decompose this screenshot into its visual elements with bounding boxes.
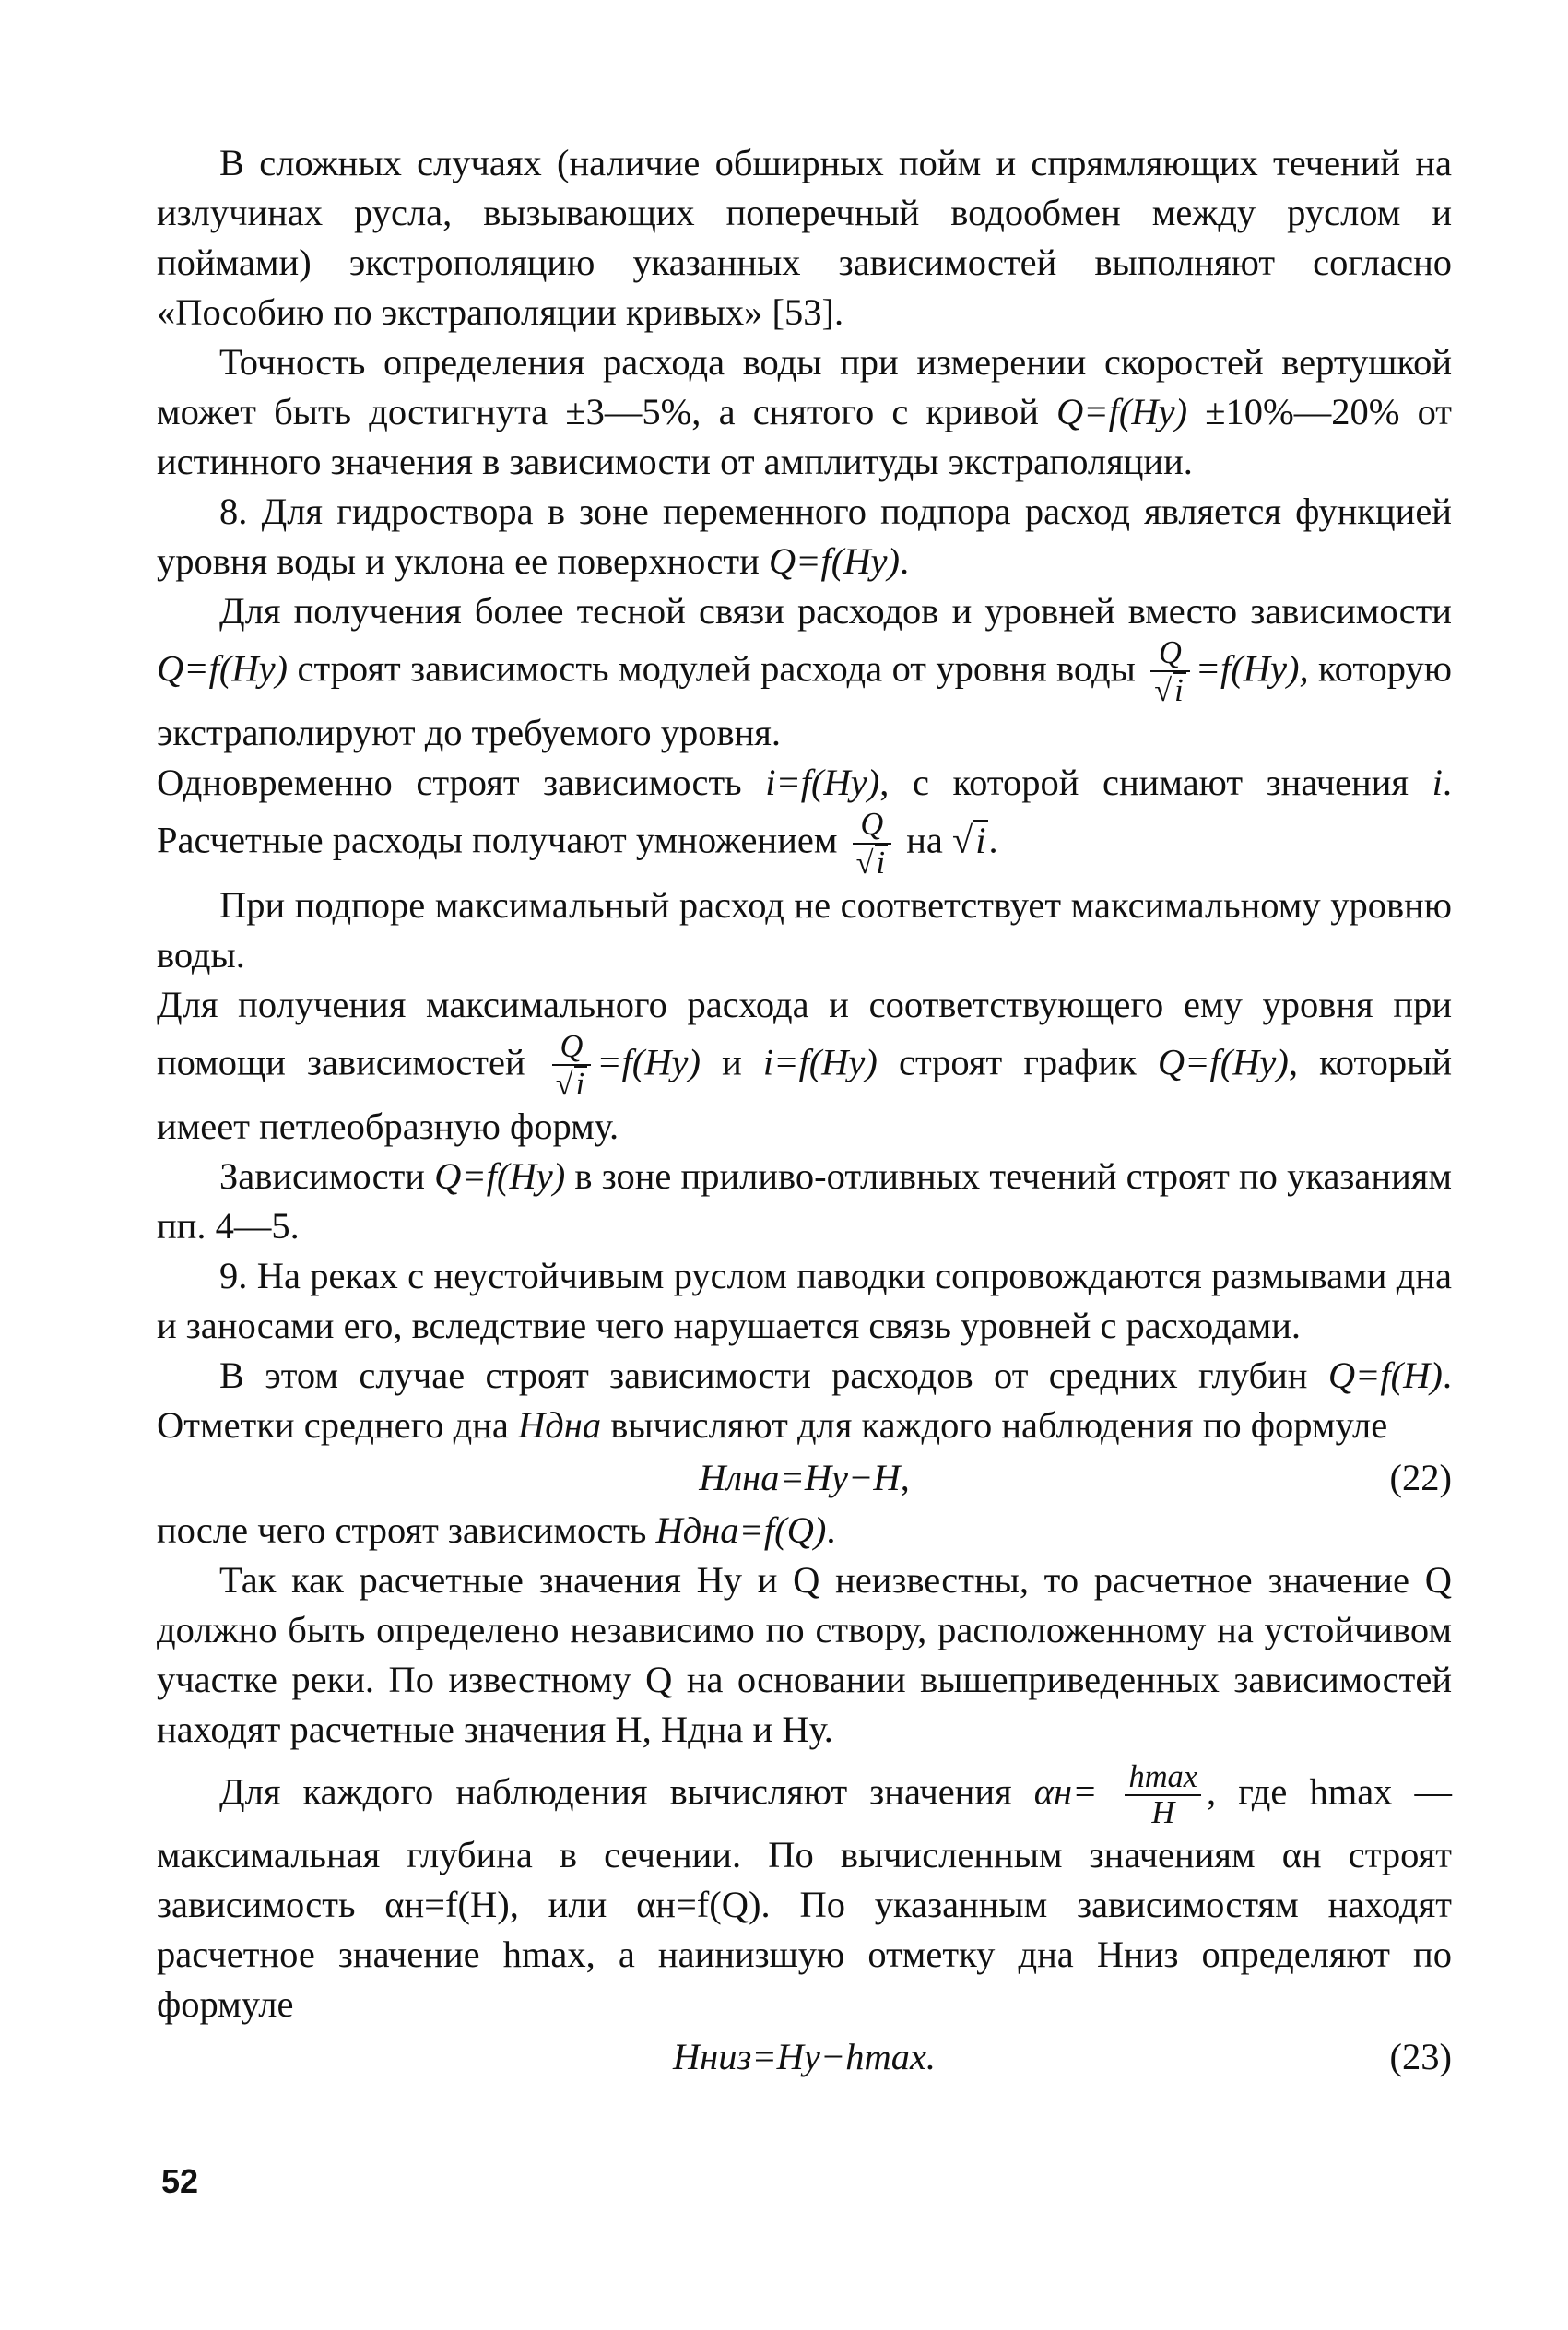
paragraph-backwater: При подпоре максимальный расход не соответствует максимальному уровню воды. [157, 883, 1452, 976]
tidal-text-b: в зоне приливо-отливных течений строят по указаниям пп. 4—5. [157, 1155, 1453, 1248]
item8-formula: Q=f(Hу) [768, 540, 900, 582]
modulus-text-a: Для получения более тесной связи расходов и уровней вместо зависимости [219, 590, 1452, 632]
paragraph-discharge-modulus [157, 586, 1452, 758]
sqrt-radicand: i [875, 845, 889, 880]
after22-text-a: после чего строят зависимость [157, 1509, 656, 1552]
accuracy-text-b: ±10%—20% от истинного значения в зависимости от амплитуды экстраполяции. [157, 391, 1452, 482]
paragraph-design-values: Так как расчетные значения Hу и Q неизвестны, то расчетное значение Q должно быть определено независимо по створу, расположенному на устойчивом участке реки. По известному Q на основании вышеприведенных зависимостей находят расчетные значения H, Hдна и Hу. [157, 1559, 1452, 1751]
slope-text-c: . Расчетные расходы получают умножением [157, 762, 1452, 861]
item8-text-a: 8. Для гидроствора в зоне переменного подпора расход является функцией уровня воды и уклона ее поверхности [157, 491, 1452, 582]
paragraph-after-eq22 [157, 1506, 1452, 1555]
modulus-text-b: строят зависимость модулей расхода от уровня воды [288, 647, 1136, 690]
slope-text-a: Одновременно строят зависимость [157, 762, 766, 804]
paragraph-slope-dependence: Одновременно строят зависимость i=f(Hу), с которой снимают значения i. Расчетные расходы получают умножением $\frac{Q}{√i}$ на √i. [157, 762, 1452, 881]
paragraph-item-8 [157, 487, 1452, 586]
sqrt-radicand: i [574, 1066, 588, 1101]
max-text-a: Для получения максимального расхода и соответствующего ему уровня при помощи зависимостей [157, 983, 1452, 1083]
equation-22-formula: Hлна=Hу−H, [699, 1457, 910, 1499]
depth-text-b: . Отметки среднего дна [157, 1354, 1452, 1447]
page-number: 52 [161, 2162, 199, 2200]
paragraph-tidal [157, 1152, 1452, 1251]
depth-text-c: вычисляют для каждого наблюдения по формуле [601, 1404, 1388, 1447]
after22-formula: Hдна=f(Q) [655, 1509, 827, 1552]
max-and: и [700, 1041, 763, 1083]
slope-text-d: на [897, 819, 952, 861]
body-text [157, 138, 1452, 2085]
equation-23 [157, 2029, 1452, 2085]
tidal-formula: Q=f(Hу) [434, 1155, 566, 1198]
fraction-denominator: √i [552, 1066, 591, 1102]
max-text-b: строят график [877, 1041, 1158, 1083]
slope-text-b: , с которой снимают значения [879, 762, 1432, 804]
item8-text-b: . [899, 540, 910, 582]
fraction-denominator: H [1151, 1795, 1175, 1831]
max-fraction [552, 1030, 591, 1102]
accuracy-formula: Q=f(Hу) [1056, 391, 1188, 432]
accuracy-text-a: Точность определения расхода воды при измерении скоростей вертушкой может быть достигнута ±3—5%, а снятого с кривой [157, 341, 1452, 432]
max-text-c: , который имеет петлеобразную форму. [157, 1041, 1453, 1148]
equation-22 [157, 1450, 1452, 1506]
paragraph-accuracy [157, 337, 1452, 487]
depth-formula: Q=f(H) [1327, 1354, 1443, 1397]
paragraph-mean-depth [157, 1351, 1452, 1450]
alpha-lhs: αн= [1033, 1770, 1098, 1813]
depth-text-a: В этом случае строят зависимости расходов от средних глубин [219, 1354, 1328, 1397]
modulus-formula: Q=f(Hу) [157, 647, 289, 690]
modulus-text-c: которую экстраполируют до требуемого уровня. [157, 647, 1453, 754]
alpha-text-b: , где hmax — максимальная глубина в сечении. По вычисленным значениям αн строят зависимость αн=f(H), или αн=f(Q). По указанным зависимостям находят расчетное значение hmax, а наинизшую отметку дна Hниз определяют по формуле [157, 1770, 1453, 2026]
slope-sqrt: i [973, 820, 988, 861]
slope-formula: i=f(Hу) [765, 762, 880, 804]
max-formula3: Q=f(Hу) [1157, 1041, 1289, 1083]
sqrt-radicand: i [1173, 672, 1186, 707]
equation-22-number: (22) [1389, 1457, 1452, 1499]
fraction-denominator: √i [853, 845, 891, 881]
alpha-text-a: Для каждого наблюдения вычисляют значения [219, 1770, 1034, 1813]
depth-var: Hдна [518, 1404, 602, 1447]
after22-text-b: . [826, 1509, 836, 1552]
equation-23-number: (23) [1389, 2036, 1452, 2078]
fraction-numerator: Q [1150, 636, 1189, 672]
modulus-fraction [1150, 636, 1189, 708]
alpha-fraction [1125, 1760, 1201, 1830]
tidal-text-a: Зависимости [219, 1155, 435, 1198]
paragraph-max-discharge [157, 980, 1452, 1152]
slope-text-e: . [988, 819, 998, 861]
fraction-numerator: hmax [1125, 1760, 1201, 1796]
paragraph-complex-cases: В сложных случаях (наличие обширных пойм и спрямляющих течений на излучинах русла, вызывающих поперечный водообмен между руслом и поймами) экстрополяцию указанных зависимостей выполняют согласно «Пособию по экстраполяции кривых» [53]. [157, 142, 1452, 333]
fraction-numerator: Q [552, 1030, 591, 1066]
slope-fraction [853, 808, 891, 880]
max-formula2: i=f(Hу) [762, 1041, 878, 1083]
modulus-rhs: =f(Hу), [1195, 647, 1309, 690]
fraction-numerator: Q [853, 808, 891, 844]
paragraph-item-9: 9. На реках с неустойчивым руслом паводки сопровождаются размывами дна и заносами его, вследствие чего нарушается связь уровней с расходами. [157, 1255, 1452, 1347]
fraction-denominator: √i [1150, 672, 1189, 708]
slope-var: i [1432, 762, 1443, 804]
equation-23-formula: Hниз=Hу−hmax. [672, 2036, 937, 2078]
paragraph-alpha [157, 1760, 1452, 2029]
max-rhs: =f(Hу) [596, 1041, 701, 1083]
